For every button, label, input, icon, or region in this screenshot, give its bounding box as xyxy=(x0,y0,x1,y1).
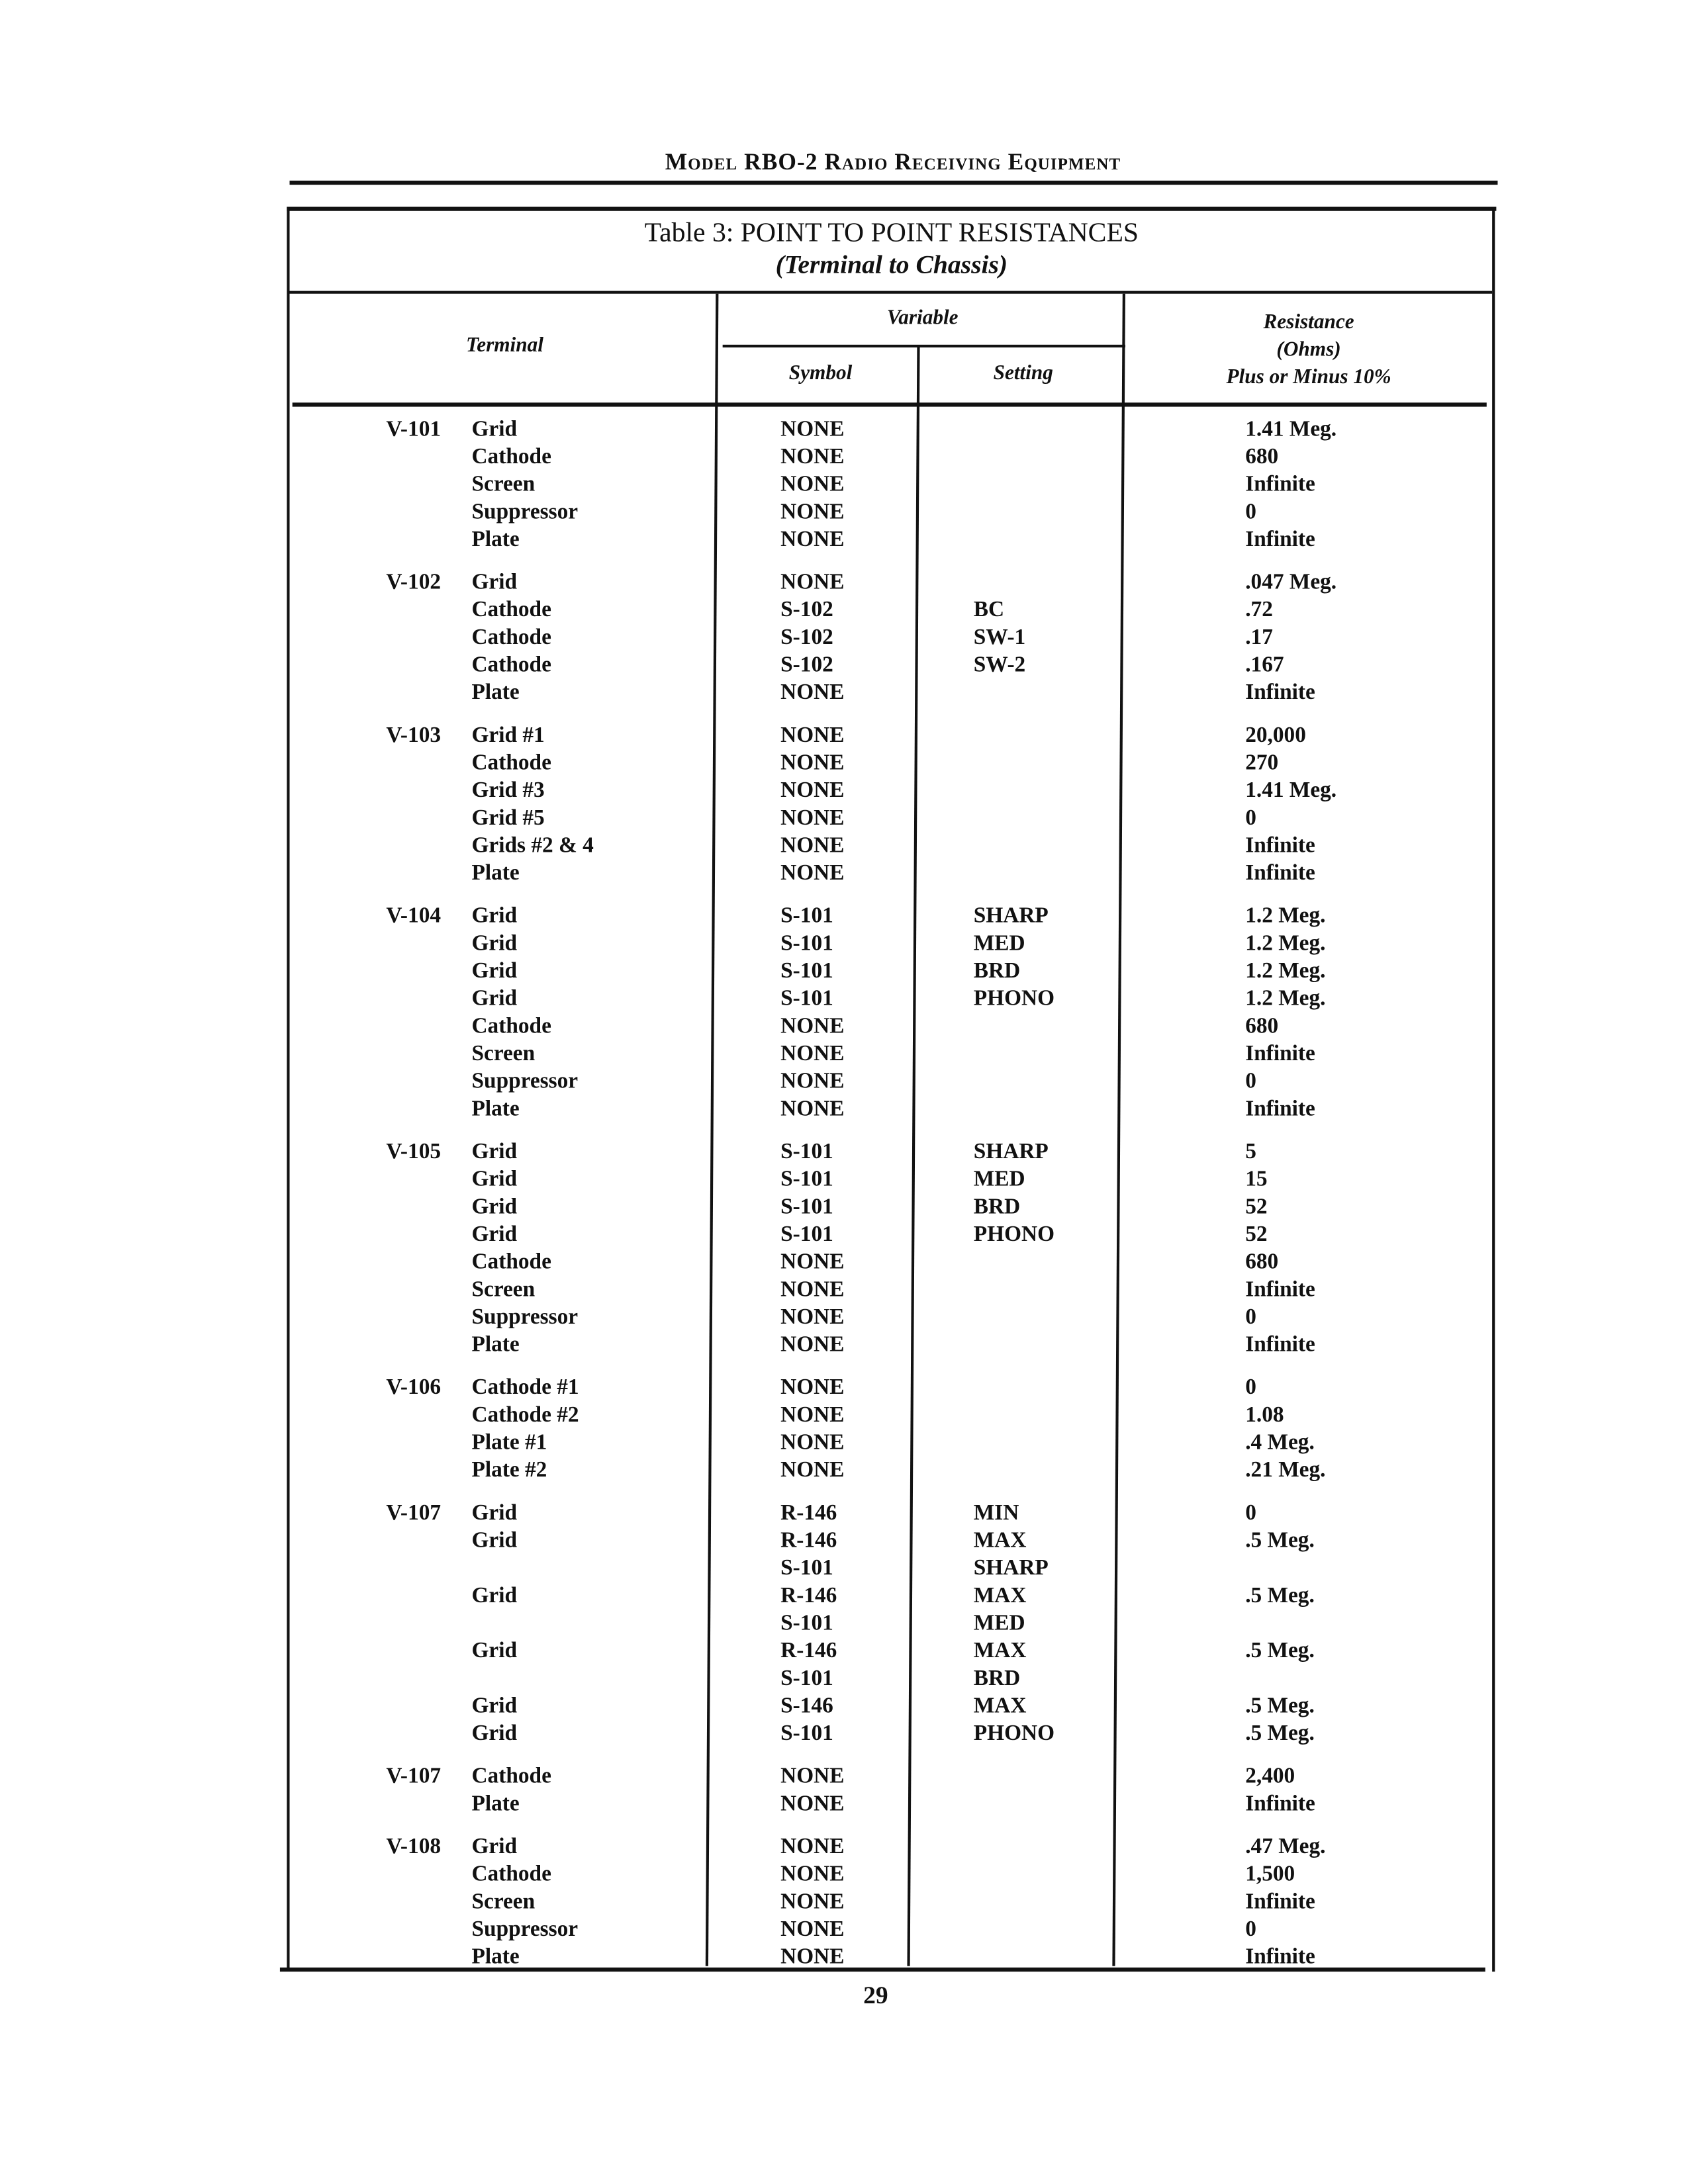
table-row xyxy=(289,1430,1489,1457)
symbol-cell: NONE xyxy=(780,681,845,705)
terminal-cell: Screen xyxy=(471,1890,536,1914)
symbol-cell: R-146 xyxy=(780,1529,837,1553)
table-row xyxy=(289,805,1489,833)
table-row xyxy=(289,1304,1489,1332)
terminal-cell: Plate #2 xyxy=(471,1459,547,1482)
setting-cell: MED xyxy=(973,1167,1025,1191)
resistance-cell: 15 xyxy=(1245,1167,1268,1191)
resistance-cell: 0 xyxy=(1245,806,1256,831)
tube-group xyxy=(289,1834,1489,1972)
setting-cell: PHONO xyxy=(973,1222,1055,1247)
tube-cell: V-107 xyxy=(386,1501,442,1525)
terminal-cell: Grid xyxy=(471,1694,518,1718)
tube-cell: V-105 xyxy=(386,1140,442,1164)
symbol-cell: NONE xyxy=(780,570,845,594)
col-header-terminal: Terminal xyxy=(465,335,543,357)
resistance-cell: 0 xyxy=(1245,1069,1256,1094)
symbol-cell: R-146 xyxy=(780,1501,837,1525)
resistance-cell: 1.08 xyxy=(1245,1403,1284,1428)
symbol-cell: NONE xyxy=(780,1917,845,1942)
table-row xyxy=(289,986,1489,1014)
symbol-cell: NONE xyxy=(780,1069,845,1094)
symbol-cell: NONE xyxy=(780,1305,845,1330)
resistance-cell: 1,500 xyxy=(1245,1862,1295,1886)
resistance-cell: 1.2 Meg. xyxy=(1245,932,1326,956)
resistance-cell: .167 xyxy=(1245,653,1284,677)
resistance-cell: 1.41 Meg. xyxy=(1245,418,1337,441)
table-row xyxy=(289,625,1489,653)
table-row xyxy=(289,1249,1489,1277)
symbol-cell: S-146 xyxy=(780,1694,833,1718)
resistance-cell: Infinite xyxy=(1245,473,1315,496)
resistance-cell: .047 Meg. xyxy=(1245,570,1337,594)
symbol-cell: S-101 xyxy=(780,959,833,983)
table-row xyxy=(289,1069,1489,1097)
terminal-cell: Plate xyxy=(471,862,520,886)
symbol-cell: NONE xyxy=(780,1764,845,1789)
resistance-cell: 680 xyxy=(1245,445,1279,469)
table-row xyxy=(289,1721,1489,1749)
resistance-cell: .4 Meg. xyxy=(1245,1431,1315,1455)
tube-group xyxy=(289,1500,1489,1749)
col-header-symbol: Symbol xyxy=(788,362,853,385)
table-row xyxy=(289,1693,1489,1721)
terminal-cell: Screen xyxy=(471,1278,536,1302)
symbol-cell: NONE xyxy=(780,527,845,552)
table-top-border xyxy=(287,206,1496,210)
symbol-cell: NONE xyxy=(780,1250,845,1274)
setting-cell: MED xyxy=(973,1612,1025,1635)
table-row xyxy=(289,1527,1489,1555)
resistance-cell: 1.2 Meg. xyxy=(1245,904,1326,929)
terminal-cell: Plate xyxy=(471,1097,520,1121)
table-row xyxy=(289,1791,1489,1819)
tube-group xyxy=(289,416,1489,554)
symbol-cell: NONE xyxy=(780,1015,845,1038)
terminal-cell: Cathode xyxy=(471,445,551,469)
terminal-cell: Suppressor xyxy=(471,1917,579,1942)
terminal-cell: Grid xyxy=(471,1584,518,1608)
header-bottom-rule xyxy=(293,402,1487,406)
setting-cell: BRD xyxy=(973,959,1021,983)
tube-group xyxy=(289,1139,1489,1359)
symbol-cell: S-101 xyxy=(780,1222,833,1247)
table-row xyxy=(289,1610,1489,1638)
symbol-cell: NONE xyxy=(780,445,845,469)
tube-cell: V-108 xyxy=(386,1835,442,1859)
resistance-cell: Infinite xyxy=(1245,1278,1315,1302)
tube-cell: V-107 xyxy=(386,1764,442,1789)
symbol-cell: NONE xyxy=(780,418,845,441)
symbol-cell: S-102 xyxy=(780,598,833,622)
terminal-cell: Grid xyxy=(471,1501,518,1525)
table-row xyxy=(289,1555,1489,1583)
terminal-cell: Cathode xyxy=(471,1015,551,1038)
table-row xyxy=(289,860,1489,888)
table-row xyxy=(289,1889,1489,1917)
symbol-cell: NONE xyxy=(780,1945,845,1969)
terminal-cell: Grid xyxy=(471,418,518,441)
symbol-cell: S-101 xyxy=(780,1666,833,1691)
symbol-cell: S-101 xyxy=(780,987,833,1011)
tube-cell: V-103 xyxy=(386,723,442,748)
terminal-cell: Grid xyxy=(471,959,518,983)
terminal-cell: Cathode xyxy=(471,751,551,775)
terminal-cell: Cathode #1 xyxy=(471,1376,579,1400)
resistance-cell: 20,000 xyxy=(1245,723,1306,748)
table-row xyxy=(289,1917,1489,1944)
resistance-cell: .5 Meg. xyxy=(1245,1694,1315,1718)
terminal-cell: Cathode xyxy=(471,625,551,650)
terminal-cell: Cathode xyxy=(471,1862,551,1886)
terminal-cell: Grid xyxy=(471,1529,518,1553)
table-row xyxy=(289,569,1489,597)
table-row xyxy=(289,778,1489,805)
table-row xyxy=(289,471,1489,499)
symbol-cell: NONE xyxy=(780,500,845,524)
resistance-cell: 1.2 Meg. xyxy=(1245,987,1326,1011)
terminal-cell: Grid xyxy=(471,987,518,1011)
resistance-cell: .72 xyxy=(1245,598,1273,622)
table-row xyxy=(289,416,1489,444)
terminal-cell: Grid xyxy=(471,1222,518,1247)
table-row xyxy=(289,680,1489,707)
resistance-cell: Infinite xyxy=(1245,1097,1315,1121)
resistance-cell: .5 Meg. xyxy=(1245,1584,1315,1608)
tube-group xyxy=(289,723,1489,888)
table-row xyxy=(289,1764,1489,1792)
setting-cell: BC xyxy=(973,598,1005,622)
terminal-cell: Plate xyxy=(471,1333,520,1357)
resistance-cell: Infinite xyxy=(1245,681,1315,705)
setting-cell: BRD xyxy=(973,1666,1021,1691)
tube-cell: V-106 xyxy=(386,1376,442,1400)
tube-group xyxy=(289,569,1489,707)
tube-group xyxy=(289,903,1489,1124)
resistance-cell: Infinite xyxy=(1245,1792,1315,1816)
resistance-cell: 1.2 Meg. xyxy=(1245,959,1326,983)
setting-cell: SHARP xyxy=(973,904,1049,929)
table-row xyxy=(289,833,1489,860)
table-row xyxy=(289,527,1489,555)
table-row xyxy=(289,1194,1489,1222)
resistance-cell: .47 Meg. xyxy=(1245,1835,1326,1859)
terminal-cell: Grid #3 xyxy=(471,779,545,803)
col-header-tolerance: Plus or Minus 10% xyxy=(1226,367,1391,389)
table-row xyxy=(289,1277,1489,1304)
terminal-cell: Grid xyxy=(471,1167,518,1191)
table-body xyxy=(289,416,1489,1987)
resistance-cell: 0 xyxy=(1245,1917,1256,1942)
resistance-cell: 270 xyxy=(1245,751,1279,775)
resistance-cell: .5 Meg. xyxy=(1245,1639,1315,1663)
symbol-cell: NONE xyxy=(780,473,845,496)
setting-cell: PHONO xyxy=(973,987,1055,1011)
terminal-cell: Grids #2 & 4 xyxy=(471,834,594,858)
terminal-cell: Cathode xyxy=(471,598,551,622)
symbol-cell: NONE xyxy=(780,1097,845,1121)
symbol-cell: S-101 xyxy=(780,1557,833,1580)
col-header-variable: Variable xyxy=(886,307,959,330)
symbol-cell: NONE xyxy=(780,1862,845,1886)
resistance-cell: 52 xyxy=(1245,1222,1268,1247)
table-row xyxy=(289,903,1489,931)
table-row xyxy=(289,1041,1489,1069)
table-row xyxy=(289,597,1489,625)
tube-cell: V-104 xyxy=(386,904,442,929)
resistance-cell: Infinite xyxy=(1245,1945,1315,1969)
resistance-cell: Infinite xyxy=(1245,527,1315,552)
resistance-cell: 680 xyxy=(1245,1015,1279,1038)
symbol-cell: NONE xyxy=(780,1278,845,1302)
terminal-cell: Grid xyxy=(471,1835,518,1859)
symbol-cell: NONE xyxy=(780,723,845,748)
resistance-cell: 0 xyxy=(1245,1376,1256,1400)
setting-cell: MED xyxy=(973,932,1025,956)
col-header-setting: Setting xyxy=(993,362,1053,385)
symbol-cell: S-101 xyxy=(780,932,833,956)
table-subtitle: (Terminal to Chassis) xyxy=(775,251,1008,280)
symbol-cell: NONE xyxy=(780,1333,845,1357)
terminal-cell: Grid xyxy=(471,1639,518,1663)
table-row xyxy=(289,444,1489,472)
terminal-cell: Grid xyxy=(471,1140,518,1164)
table-row xyxy=(289,723,1489,751)
table-row xyxy=(289,931,1489,958)
resistance-cell: .21 Meg. xyxy=(1245,1459,1326,1482)
variable-rule xyxy=(723,345,1125,347)
symbol-cell: S-102 xyxy=(780,625,833,650)
symbol-cell: NONE xyxy=(780,1431,845,1455)
setting-cell: SW-2 xyxy=(973,653,1026,677)
symbol-cell: NONE xyxy=(780,1376,845,1400)
resistance-cell: Infinite xyxy=(1245,1042,1315,1066)
setting-cell: BRD xyxy=(973,1195,1021,1219)
page-number: 29 xyxy=(863,1981,888,2009)
setting-cell: MAX xyxy=(973,1694,1027,1718)
terminal-cell: Suppressor xyxy=(471,500,579,524)
symbol-cell: NONE xyxy=(780,1042,845,1066)
terminal-cell: Grid xyxy=(471,1722,518,1746)
symbol-cell: S-101 xyxy=(780,1612,833,1635)
resistance-cell: 52 xyxy=(1245,1195,1268,1219)
table-row xyxy=(289,1332,1489,1359)
symbol-cell: NONE xyxy=(780,1792,845,1816)
resistance-cell: .17 xyxy=(1245,625,1273,650)
symbol-cell: NONE xyxy=(780,1890,845,1914)
symbol-cell: NONE xyxy=(780,1459,845,1482)
resistance-cell: Infinite xyxy=(1245,1333,1315,1357)
resistance-cell: Infinite xyxy=(1245,834,1315,858)
setting-cell: PHONO xyxy=(973,1722,1055,1746)
table-row xyxy=(289,1402,1489,1430)
resistance-cell: 0 xyxy=(1245,1305,1256,1330)
symbol-cell: S-101 xyxy=(780,1195,833,1219)
table-row xyxy=(289,1457,1489,1485)
symbol-cell: NONE xyxy=(780,862,845,886)
resistance-cell: 0 xyxy=(1245,1501,1256,1525)
resistance-cell: Infinite xyxy=(1245,862,1315,886)
table-row xyxy=(289,652,1489,680)
running-header: Model RBO-2 Radio Receiving Equipment xyxy=(665,148,1121,175)
symbol-cell: NONE xyxy=(780,751,845,775)
table-row xyxy=(289,1222,1489,1250)
tube-cell: V-101 xyxy=(386,418,442,441)
col-header-resistance: Resistance xyxy=(1263,311,1354,334)
terminal-cell: Cathode xyxy=(471,1250,551,1274)
setting-cell: MAX xyxy=(973,1529,1027,1553)
terminal-cell: Grid xyxy=(471,570,518,594)
table-row xyxy=(289,1500,1489,1528)
terminal-cell: Plate xyxy=(471,1792,520,1816)
resistance-cell: .5 Meg. xyxy=(1245,1529,1315,1553)
symbol-cell: NONE xyxy=(780,834,845,858)
terminal-cell: Suppressor xyxy=(471,1305,579,1330)
terminal-cell: Grid xyxy=(471,904,518,929)
symbol-cell: NONE xyxy=(780,1835,845,1859)
terminal-cell: Plate #1 xyxy=(471,1431,547,1455)
table-row xyxy=(289,1861,1489,1889)
terminal-cell: Suppressor xyxy=(471,1069,579,1094)
tube-group xyxy=(289,1764,1489,1819)
resistance-cell: 680 xyxy=(1245,1250,1279,1274)
table-row xyxy=(289,750,1489,778)
terminal-cell: Cathode #2 xyxy=(471,1403,579,1428)
resistance-cell: Infinite xyxy=(1245,1890,1315,1914)
terminal-cell: Screen xyxy=(471,1042,536,1066)
tube-cell: V-102 xyxy=(386,570,442,594)
symbol-cell: S-101 xyxy=(780,1722,833,1746)
symbol-cell: S-102 xyxy=(780,653,833,677)
table-row xyxy=(289,499,1489,527)
setting-cell: MIN xyxy=(973,1501,1019,1525)
terminal-cell: Grid #1 xyxy=(471,723,545,748)
resistance-cell: .5 Meg. xyxy=(1245,1722,1315,1746)
table-row xyxy=(289,1666,1489,1694)
table-row xyxy=(289,1166,1489,1194)
table-row xyxy=(289,1944,1489,1972)
resistance-cell: 1.41 Meg. xyxy=(1245,779,1337,803)
terminal-cell: Grid xyxy=(471,932,518,956)
terminal-cell: Plate xyxy=(471,1945,520,1969)
resistance-cell: 0 xyxy=(1245,500,1256,524)
col-header-ohms: (Ohms) xyxy=(1276,339,1341,361)
terminal-cell: Plate xyxy=(471,681,520,705)
symbol-cell: S-101 xyxy=(780,1140,833,1164)
terminal-cell: Cathode xyxy=(471,1764,551,1789)
table-row xyxy=(289,1375,1489,1402)
header-rule xyxy=(289,181,1497,185)
table-row xyxy=(289,958,1489,986)
setting-cell: SHARP xyxy=(973,1557,1049,1580)
symbol-cell: S-101 xyxy=(780,904,833,929)
terminal-cell: Plate xyxy=(471,527,520,552)
symbol-cell: NONE xyxy=(780,1403,845,1428)
tube-group xyxy=(289,1375,1489,1485)
title-rule xyxy=(289,291,1492,294)
setting-cell: MAX xyxy=(973,1639,1027,1663)
table-row xyxy=(289,1139,1489,1167)
symbol-cell: R-146 xyxy=(780,1584,837,1608)
table-row xyxy=(289,1013,1489,1041)
symbol-cell: R-146 xyxy=(780,1639,837,1663)
terminal-cell: Cathode xyxy=(471,653,551,677)
terminal-cell: Grid xyxy=(471,1195,518,1219)
terminal-cell: Screen xyxy=(471,473,536,496)
table-right-border xyxy=(1492,210,1495,1972)
table-row xyxy=(289,1834,1489,1862)
table-row xyxy=(289,1583,1489,1611)
resistance-cell: 2,400 xyxy=(1245,1764,1295,1789)
symbol-cell: NONE xyxy=(780,779,845,803)
setting-cell: SW-1 xyxy=(973,625,1026,650)
table-row xyxy=(289,1096,1489,1124)
table-title: Table 3: POINT TO POINT RESISTANCES xyxy=(644,218,1139,248)
setting-cell: SHARP xyxy=(973,1140,1049,1164)
table-row xyxy=(289,1638,1489,1666)
setting-cell: MAX xyxy=(973,1584,1027,1608)
resistance-cell: 5 xyxy=(1245,1140,1256,1164)
symbol-cell: NONE xyxy=(780,806,845,831)
terminal-cell: Grid #5 xyxy=(471,806,545,831)
symbol-cell: S-101 xyxy=(780,1167,833,1191)
